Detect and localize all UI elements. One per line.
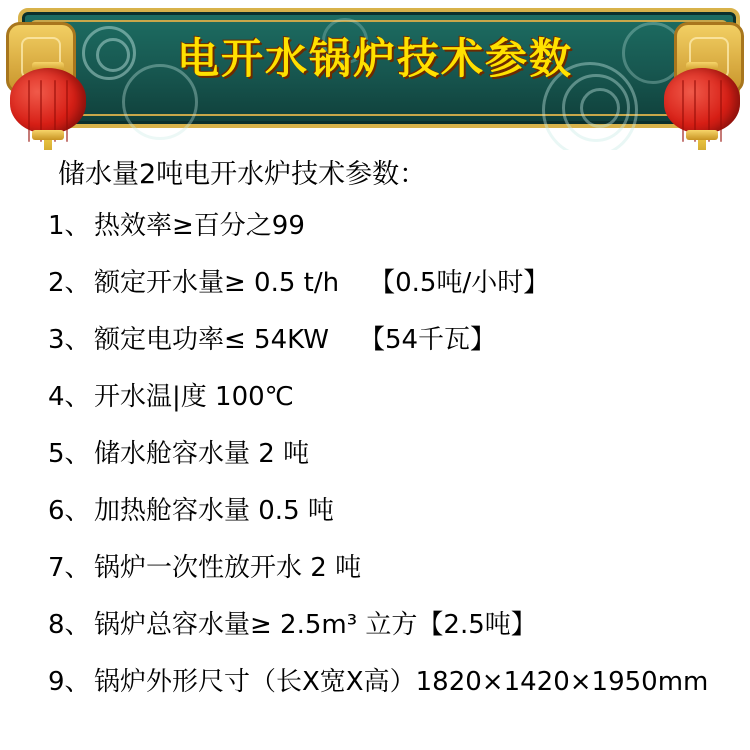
list-item xyxy=(0,651,750,708)
lantern-icon-right xyxy=(664,58,740,144)
spec-number: 2、 xyxy=(48,268,91,298)
spec-number: 4、 xyxy=(48,382,91,412)
spec-text: 额定开水量≥ 0.5 t/h xyxy=(94,268,340,298)
list-item xyxy=(0,366,750,423)
spec-note: 【54千瓦】 xyxy=(358,325,497,355)
list-item xyxy=(0,252,750,309)
spec-list xyxy=(0,146,750,708)
list-item xyxy=(0,423,750,480)
spec-number: 3、 xyxy=(48,325,91,355)
spec-text: 锅炉总容水量≥ 2.5m³ 立方【2.5吨】 xyxy=(94,610,537,640)
lantern-icon-left xyxy=(10,58,86,144)
spec-number: 5、 xyxy=(48,439,91,469)
spec-text: 开水温|度 100℃ xyxy=(94,382,294,412)
list-item xyxy=(0,480,750,537)
title-banner xyxy=(0,0,750,150)
cloud-swirl-icon xyxy=(580,88,620,128)
spec-note: 【0.5吨/小时】 xyxy=(369,268,550,298)
spec-number: 7、 xyxy=(48,553,91,583)
spec-text: 锅炉一次性放开水 2 吨 xyxy=(94,553,362,583)
list-item xyxy=(0,594,750,651)
spec-number: 8、 xyxy=(48,610,91,640)
spec-text: 热效率≥百分之99 xyxy=(94,211,305,241)
spec-text: 储水舱容水量 2 吨 xyxy=(94,439,310,469)
spec-number: 1、 xyxy=(48,211,91,241)
spec-text: 加热舱容水量 0.5 吨 xyxy=(94,496,334,526)
spec-text: 锅炉外形尺寸（长X宽X高）1820×1420×1950mm xyxy=(94,667,709,697)
list-item xyxy=(0,309,750,366)
spec-number: 6、 xyxy=(48,496,91,526)
spec-number: 9、 xyxy=(48,667,91,697)
list-item xyxy=(0,537,750,594)
list-item xyxy=(0,195,750,252)
page-title: 电开水锅炉技术参数 xyxy=(176,34,573,83)
spec-lead-text: 储水量2吨电开水炉技术参数： xyxy=(58,159,427,190)
spec-text: 额定电功率≤ 54KW xyxy=(94,325,329,355)
